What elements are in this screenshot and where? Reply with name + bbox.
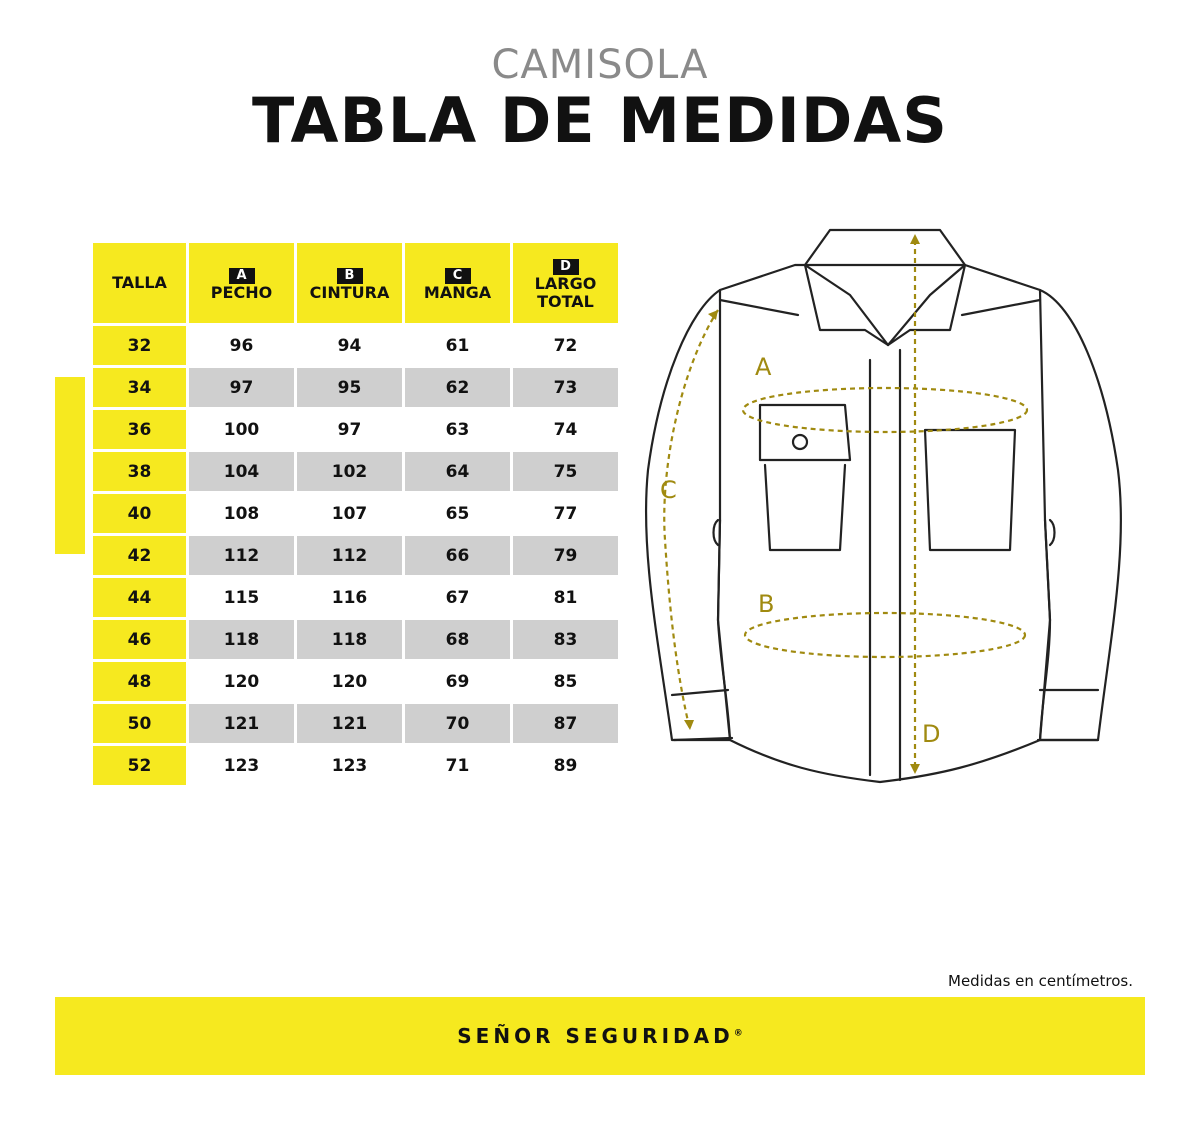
collar (805, 230, 965, 345)
table-row (93, 536, 618, 575)
column-header-manga: C MANGA (405, 243, 510, 323)
column-header-largo-total: D LARGO TOTAL (513, 243, 618, 323)
measure-cell-pecho: 108 (223, 503, 260, 524)
measure-b-waist (745, 613, 1025, 657)
measure-cell-cintura: 123 (331, 755, 368, 776)
right-pocket (925, 430, 1015, 550)
measure-cell-largo: 72 (553, 335, 578, 356)
measure-a-chest (743, 388, 1027, 432)
measure-cell-largo: 81 (553, 587, 578, 608)
size-cell: 38 (93, 452, 186, 491)
measure-cell-largo: 79 (513, 536, 618, 575)
measure-cell-manga: 69 (445, 671, 470, 692)
right-cuff (1038, 690, 1098, 740)
measure-cell-largo: 87 (513, 704, 618, 743)
measure-c-sleeve (664, 310, 718, 730)
subtitle: CAMISOLA (491, 42, 709, 88)
measure-cell-manga: 62 (405, 368, 510, 407)
table-row (93, 746, 618, 785)
brand-logo-text: SEÑOR SEGURIDAD® (457, 1024, 743, 1048)
measure-cell-cintura: 118 (297, 620, 402, 659)
table-row (93, 494, 618, 533)
measure-cell-cintura: 121 (297, 704, 402, 743)
measure-cell-largo: 85 (553, 671, 578, 692)
measure-cell-largo: 74 (553, 419, 578, 440)
size-cell: 44 (93, 578, 186, 617)
side-accent-bar (55, 377, 85, 554)
crease-left (714, 520, 719, 545)
arrow-d-top (910, 234, 920, 244)
yoke (720, 300, 1040, 315)
column-header-talla: TALLA (93, 243, 186, 323)
pocket-button (793, 435, 807, 449)
table-row (93, 662, 618, 701)
badge-b: B (337, 268, 363, 284)
measure-cell-manga: 63 (445, 419, 470, 440)
measure-cell-manga: 71 (445, 755, 470, 776)
measure-cell-manga: 70 (405, 704, 510, 743)
left-sleeve (646, 290, 730, 740)
label-c: C (660, 476, 677, 504)
size-cell: 34 (93, 368, 186, 407)
table-header-row (93, 243, 618, 323)
measure-cell-cintura: 116 (331, 587, 368, 608)
measure-cell-largo: 83 (513, 620, 618, 659)
measure-cell-manga: 68 (405, 620, 510, 659)
label-b: B (758, 590, 775, 618)
measure-cell-pecho: 118 (189, 620, 294, 659)
collar-right (888, 265, 965, 345)
measure-cell-pecho: 97 (189, 368, 294, 407)
measure-cell-pecho: 100 (223, 419, 260, 440)
table-row (93, 704, 618, 743)
table-row (93, 452, 618, 491)
measure-cell-cintura: 97 (337, 419, 362, 440)
measure-cell-cintura: 95 (297, 368, 402, 407)
badge-a: A (229, 268, 255, 284)
size-cell: 52 (93, 746, 186, 785)
size-cell: 50 (93, 704, 186, 743)
measure-cell-manga: 61 (445, 335, 470, 356)
size-cell: 36 (93, 410, 186, 449)
measure-cell-pecho: 96 (229, 335, 254, 356)
badge-c: C (445, 268, 471, 284)
size-cell: 32 (93, 326, 186, 365)
placket (870, 350, 900, 780)
table-row (93, 578, 618, 617)
label-a: A (755, 353, 772, 381)
arrow-c-bottom (684, 720, 694, 730)
table-body (93, 326, 618, 785)
size-cell: 48 (93, 662, 186, 701)
size-table (90, 240, 621, 788)
measure-cell-cintura: 112 (297, 536, 402, 575)
table-row (93, 620, 618, 659)
shirt-diagram (620, 220, 1150, 800)
left-cuff (672, 690, 732, 740)
table-row (93, 368, 618, 407)
measure-cell-cintura: 102 (297, 452, 402, 491)
measure-cell-pecho: 123 (223, 755, 260, 776)
measure-cell-cintura: 107 (331, 503, 368, 524)
right-sleeve (1040, 290, 1121, 740)
page-title: TABLA DE MEDIDAS (252, 84, 948, 157)
measure-cell-cintura: 120 (331, 671, 368, 692)
table-row (93, 410, 618, 449)
measure-cell-pecho: 104 (189, 452, 294, 491)
measure-cell-pecho: 112 (189, 536, 294, 575)
measure-cell-cintura: 94 (337, 335, 362, 356)
measure-cell-manga: 64 (405, 452, 510, 491)
size-cell: 40 (93, 494, 186, 533)
footer-banner (55, 997, 1145, 1075)
measure-cell-largo: 77 (553, 503, 578, 524)
column-header-cintura: B CINTURA (297, 243, 402, 323)
measure-cell-pecho: 120 (223, 671, 260, 692)
measure-cell-pecho: 115 (223, 587, 260, 608)
size-cell: 46 (93, 620, 186, 659)
measure-cell-manga: 67 (445, 587, 470, 608)
units-note: Medidas en centímetros. (948, 972, 1134, 990)
left-pocket (760, 405, 850, 550)
table-row (93, 326, 618, 365)
column-header-pecho: A PECHO (189, 243, 294, 323)
measure-cell-largo: 73 (513, 368, 618, 407)
crease-right (1050, 520, 1055, 545)
label-d: D (922, 720, 941, 748)
size-cell: 42 (93, 536, 186, 575)
collar-left (805, 265, 888, 345)
badge-d: D (553, 259, 579, 275)
measure-cell-largo: 75 (513, 452, 618, 491)
measure-cell-pecho: 121 (189, 704, 294, 743)
measure-cell-largo: 89 (553, 755, 578, 776)
measure-cell-manga: 66 (405, 536, 510, 575)
arrow-d-bottom (910, 764, 920, 774)
measure-cell-manga: 65 (445, 503, 470, 524)
